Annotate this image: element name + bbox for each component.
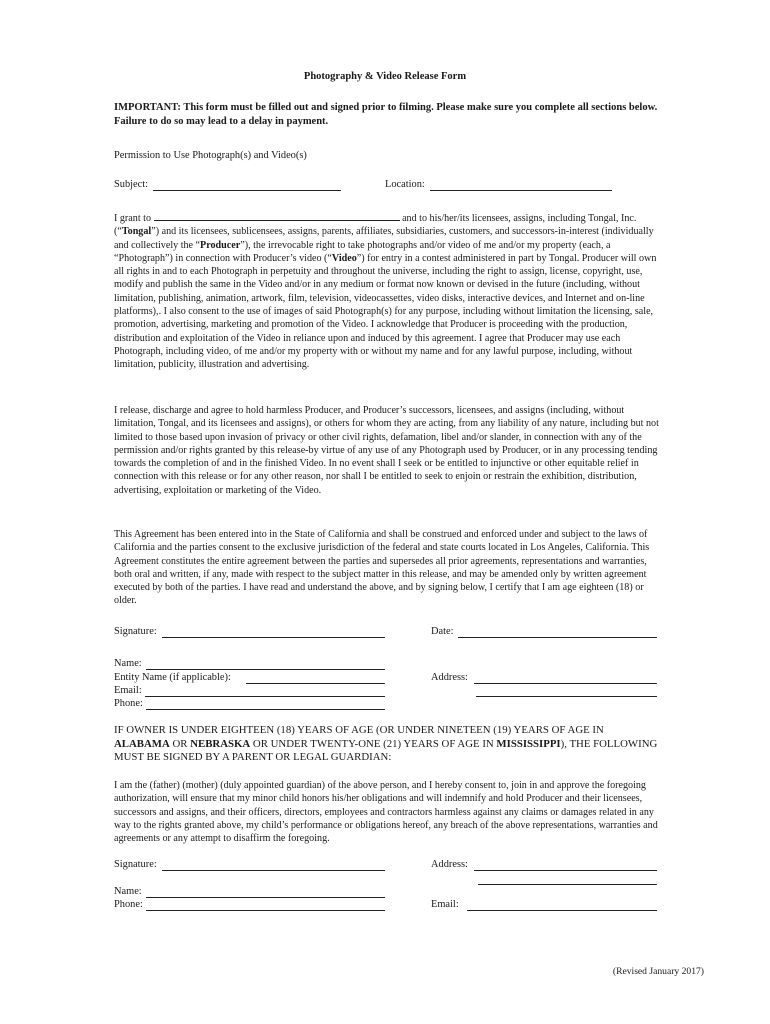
- guardian-paragraph: I am the (father) (mother) (duly appointed guardian) of the above person, and I hereby consent to, join in and approve the foregoing authorization, will ensure that my minor child honors his/her obligations and will indemnify and hold Producer and their licensees, successors and assigns, and their officers, directors, employees and contractors harmless against any claims or damages related in any way to the rights granted above, my child’s performance or obligations hereof, any breach of the above representations, warranties and agreements or any attempt to disaffirm the foregoing.: [114, 780, 658, 845]
- guardian-address-field-line-2[interactable]: [478, 884, 657, 885]
- alabama-term: ALABAMA: [114, 737, 170, 750]
- grant-body-1: Inc. (“: [114, 213, 637, 238]
- minor-text-2: OR UNDER TWENTY-ONE (21) YEARS OF AGE IN: [250, 737, 497, 750]
- subject-field[interactable]: [153, 190, 341, 191]
- date-label: Date:: [431, 626, 454, 637]
- minor-notice: [114, 724, 659, 765]
- important-notice: IMPORTANT: This form must be filled out and signed prior to filming. Please make sure you complete all sections below. Failure to do so may lead to a delay in payment.: [114, 102, 658, 127]
- address-field-line-2[interactable]: [476, 696, 657, 697]
- grantee-field[interactable]: [154, 211, 400, 221]
- guardian-email-field[interactable]: [467, 910, 657, 911]
- mississippi-term: MISSISSIPPI: [496, 737, 561, 750]
- minor-text-3: ), THE FOLLOWING MUST BE SIGNED BY A PARENT OR LEGAL GUARDIAN:: [114, 737, 658, 764]
- minor-text-1: IF OWNER IS UNDER EIGHTEEN (18) YEARS OF AGE (OR UNDER NINETEEN (19) YEARS OF AGE IN: [114, 724, 604, 736]
- signature-field[interactable]: [162, 637, 385, 638]
- guardian-name-label: Name:: [114, 886, 142, 897]
- grant-body-4: ”) for entry in a contest administered in part by Tongal. Producer will own all rights in and to each Photograph in perpetuity and throughout the universe, including the right to assign, license, copyright, use, modify and publish the same in the Video and/or in any medium or format now known or devised in the future (including, without limitation, publishing, animation, artwork, film, television, videocassettes, video disks, interactive devices, and Internet and on-line platforms),. I also consent to the use of images of said Photograph(s) for any purpose, including without limitation the licensing, sale, promotion, advertising, marketing and promotion of the Video. I acknowledge that Producer is proceeding with the production, distribution and exploitation of the Video in reliance upon and induced by this agreement. I agree that Producer may use each Photograph, including video, of me and/or my property with or without my name and for any lawful purpose, including, without limitation, publicity, illustration and advertising.: [114, 252, 657, 371]
- guardian-address-label: Address:: [431, 859, 468, 870]
- grant-prefix: I grant to: [114, 213, 151, 224]
- guardian-phone-field[interactable]: [146, 910, 385, 911]
- location-label: Location:: [385, 179, 425, 190]
- nebraska-term: NEBRASKA: [190, 737, 251, 750]
- guardian-address-field-line-1[interactable]: [474, 870, 657, 871]
- address-field-line-1[interactable]: [474, 683, 657, 684]
- grant-body-2: ”) and its licensees, sublicensees, assigns, parents, affiliates, subsidiaries, customers, and successors-in-interest (individually and collectively the “: [114, 226, 654, 251]
- phone-field[interactable]: [146, 709, 385, 710]
- guardian-email-label: Email:: [431, 899, 459, 910]
- video-term: Video: [331, 252, 357, 264]
- grant-suffix: and to his/her/its licensees, assigns, including Tongal,: [402, 213, 619, 224]
- email-field[interactable]: [145, 696, 385, 697]
- signature-label: Signature:: [114, 626, 157, 637]
- guardian-signature-field[interactable]: [162, 870, 385, 871]
- location-field[interactable]: [430, 190, 612, 191]
- guardian-name-field[interactable]: [146, 897, 385, 898]
- subject-label: Subject:: [114, 179, 149, 190]
- grant-body-3: ”), the irrevocable right to take photographs and/or video of me and/or my property (each, a “Photograph”) in connection with Producer’s video (“: [114, 239, 611, 264]
- grant-paragraph: [114, 211, 659, 372]
- entity-label: Entity Name (if applicable):: [114, 672, 231, 683]
- name-field[interactable]: [146, 669, 385, 670]
- guardian-phone-label: Phone:: [114, 899, 143, 910]
- email-label: Email:: [114, 685, 142, 696]
- name-label: Name:: [114, 658, 142, 669]
- address-label: Address:: [431, 672, 468, 683]
- date-field[interactable]: [458, 637, 657, 638]
- entity-field[interactable]: [246, 683, 385, 684]
- tongal-term: Tongal: [121, 226, 152, 238]
- phone-label: Phone:: [114, 698, 143, 709]
- agreement-paragraph: This Agreement has been entered into in the State of California and shall be construed and enforced under and subject to the laws of California and the parties consent to the exclusive jurisdiction of the federal and state courts located in Los Angeles, California. This Agreement constitutes the entire agreement between the parties and supersedes all prior agreements, representations and warranties, both oral and written, if any, made with respect to the subject matter in this release, and may be amended only by written agreement executed by both of the parties. I have read and understand the above, and by signing below, I certify that I am age eighteen (18) or older.: [114, 529, 650, 607]
- revision-footer: (Revised January 2017): [612, 966, 704, 977]
- guardian-signature-label: Signature:: [114, 859, 157, 870]
- minor-or: OR: [169, 737, 191, 750]
- form-title: Photography & Video Release Form: [303, 71, 467, 82]
- release-paragraph: I release, discharge and agree to hold harmless Producer, and Producer’s successors, licensees, and assigns (including, without limitation, Tongal, and its licensees and assigns), or others for whom they are acting, from any liability of any nature, including but not limited to those based upon invasion of privacy or other civil rights, defamation, libel and/or slander, in connection with any of the permission and/or rights granted by this release-by virtue of any use of any Photograph used by Producer, or in any processing tending towards the completion of and in the finished Video. In no event shall I seek or be entitled to injunctive or other equitable relief in connection with this release or for any other reason, nor shall I be entitled to seek to enjoin or restrain the exhibition, distribution, advertising, exploitation or marketing of the Video.: [114, 405, 659, 496]
- permission-heading: Permission to Use Photograph(s) and Video(s): [114, 150, 307, 161]
- producer-term: Producer: [200, 239, 241, 251]
